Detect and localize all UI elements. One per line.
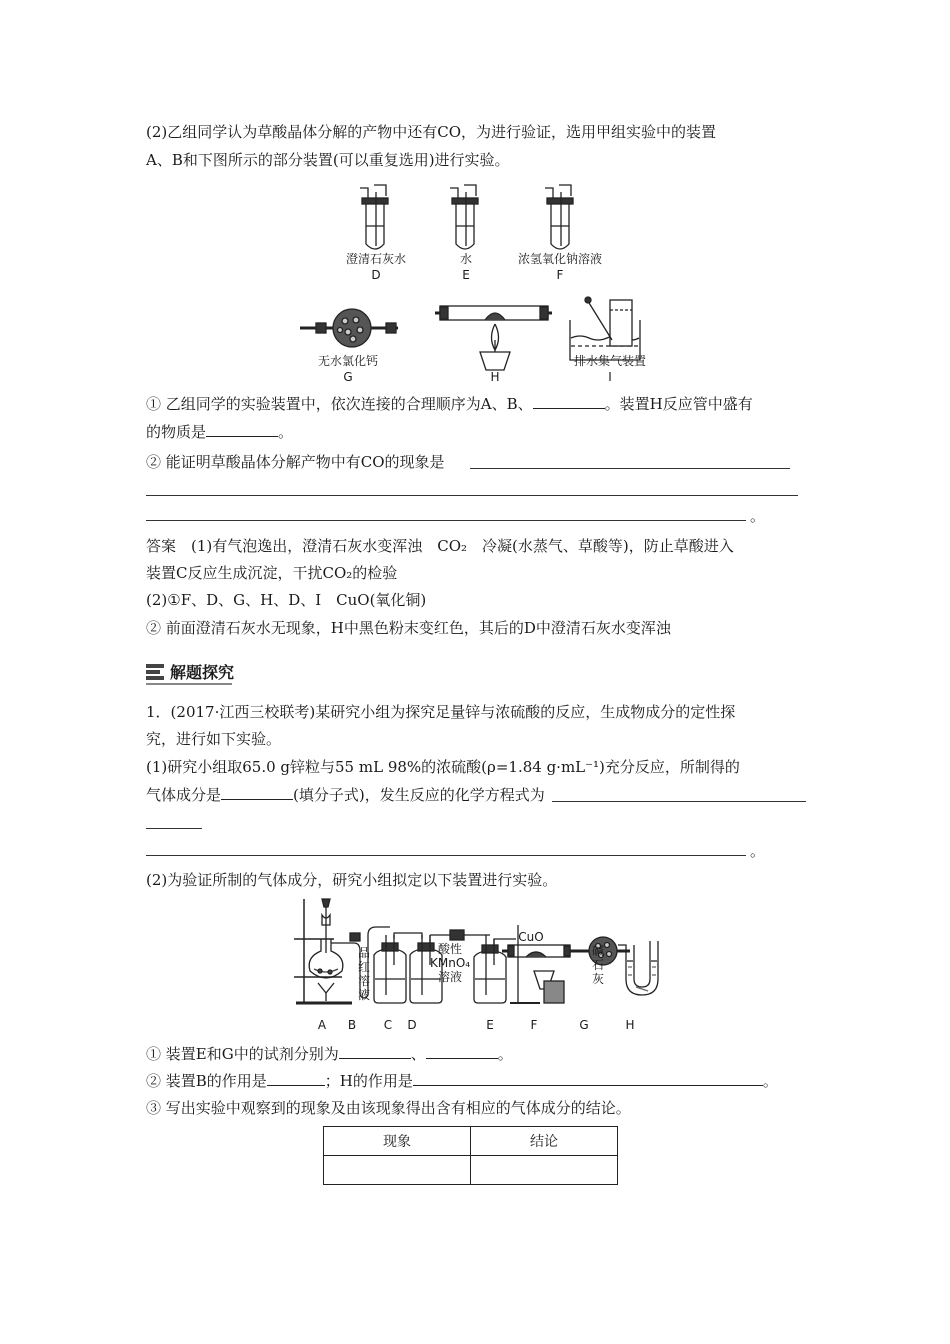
answer-line[interactable] — [552, 801, 806, 802]
q1-line2-text: 的物质是 — [146, 423, 207, 441]
q3-line2-end: 。 — [762, 1072, 778, 1090]
q1-line1 — [146, 394, 753, 414]
label-jianshihui: 碱石灰 — [591, 944, 604, 986]
label-i: 排水集气装置 — [573, 354, 646, 368]
label-d: 澄清石灰水 — [345, 252, 406, 266]
letter-a: A — [317, 1018, 327, 1032]
problem1-line1: 1．(2017·江西三校联考)某研究小组为探究足量锌与浓硫酸的反应，生成物成分的定性探 — [146, 703, 736, 721]
result-table — [323, 1126, 618, 1185]
section-underline — [146, 683, 232, 685]
answer-blank[interactable] — [426, 1044, 498, 1059]
table-header-row — [324, 1127, 618, 1156]
q3-line1-text: ① 装置E和G中的试剂分别为 — [146, 1045, 339, 1063]
flask-a-icon — [309, 899, 343, 1001]
apparatus-figure-2 — [290, 895, 680, 1010]
part2-line1: (2)乙组同学认为草酸晶体分解的产物中还有CO，为进行验证，选用甲组实验中的装置 — [146, 123, 717, 141]
letter-i: I — [608, 370, 612, 384]
section-title: 解题探究 — [170, 663, 235, 682]
table-header-conclusion: 结论 — [471, 1127, 618, 1156]
answer-line[interactable] — [470, 468, 790, 469]
answer-blank[interactable] — [533, 394, 605, 409]
label-kmno4-3: 溶液 — [437, 970, 462, 984]
label-g: 无水氯化钙 — [317, 354, 378, 368]
u-tube-h-icon — [618, 941, 658, 995]
test-tube-d-icon — [360, 185, 388, 249]
label-kmno4-1: 酸性 — [437, 942, 462, 956]
letter-g2: G — [579, 1018, 589, 1032]
letter-f2: F — [530, 1018, 538, 1032]
section-bars-icon — [146, 663, 164, 681]
letter-e2: E — [486, 1018, 494, 1032]
water-collection-i-icon — [570, 297, 640, 360]
answer-line[interactable] — [146, 855, 746, 856]
answer-line[interactable] — [146, 495, 798, 496]
answer-line3: (2)①F、D、G、H、D、I CuO(氧化铜) — [146, 591, 427, 609]
answer-blank[interactable] — [413, 1071, 763, 1086]
label-f: 浓氢氧化钠溶液 — [517, 252, 602, 266]
q3-line2-mid: ；H的作用是 — [324, 1072, 413, 1090]
answer-blank[interactable] — [267, 1071, 325, 1086]
problem1-line3: (1)研究小组取65.0 g锌粒与55 mL 98%的浓硫酸(ρ=1.84 g·mL⁻¹)充分反应，所制得的 — [146, 758, 740, 776]
bottle-c-icon — [374, 935, 406, 1003]
letter-g: G — [343, 370, 353, 384]
q2-text: ② 能证明草酸晶体分解产物中有CO的现象是 — [146, 453, 445, 471]
q1-line2 — [146, 422, 293, 442]
table-header-phenomenon: 现象 — [324, 1127, 471, 1156]
problem1-line6: (2)为验证所制的气体成分，研究小组拟定以下装置进行实验。 — [146, 871, 558, 889]
q3-line1-end: 。 — [497, 1045, 513, 1063]
problem1-line2: 究，进行如下实验。 — [146, 730, 282, 748]
label-kmno4-2: KMnO₄ — [430, 956, 471, 970]
q3-line3: ③ 写出实验中观察到的现象及由该现象得出含有相应的气体成分的结论。 — [146, 1099, 631, 1117]
q2-end: 。 — [750, 507, 766, 525]
letter-c: C — [383, 1018, 393, 1032]
reaction-tube-h-icon — [435, 306, 552, 370]
q3-line2-text: ② 装置B的作用是 — [146, 1072, 267, 1090]
label-e: 水 — [459, 252, 472, 266]
answer-line[interactable] — [146, 828, 202, 829]
letter-d2: D — [407, 1018, 417, 1032]
q1-line2-suffix: 。 — [278, 423, 294, 441]
section-header — [146, 660, 234, 683]
iron-stand-icon — [294, 899, 352, 1003]
answer-line[interactable] — [146, 520, 746, 521]
problem1-line4-suffix: (填分子式)，发生反应的化学方程式为 — [293, 786, 545, 804]
letter-h2: H — [625, 1018, 635, 1032]
q3-line1 — [146, 1044, 513, 1064]
q1-line1-suffix: 。装置H反应管中盛有 — [604, 395, 753, 413]
label-cuo: CuO — [518, 930, 544, 944]
table-cell-conclusion[interactable] — [471, 1156, 618, 1185]
letter-e: E — [462, 268, 470, 282]
problem1-line4-text: 气体成分是 — [146, 786, 222, 804]
table-row — [324, 1156, 618, 1185]
test-tube-f-icon — [545, 185, 573, 249]
letter-d: D — [371, 268, 381, 282]
label-pinhong: 品红溶液 — [357, 946, 370, 1002]
problem1-line4 — [146, 785, 545, 805]
q1-line1-text: ① 乙组同学的实验装置中，依次连接的合理顺序为A、B、 — [146, 395, 533, 413]
answer-line1: 答案 (1)有气泡逸出，澄清石灰水变浑浊 CO₂ 冷凝(水蒸气、草酸等)，防止草酸进入 — [146, 537, 734, 555]
answer-line2: 装置C反应生成沉淀，干扰CO₂的检验 — [146, 564, 398, 582]
problem1-end: 。 — [750, 842, 766, 860]
drying-tube-g-icon — [300, 309, 398, 347]
letter-h: H — [490, 370, 500, 384]
answer-blank[interactable] — [221, 785, 293, 800]
q3-line2 — [146, 1071, 778, 1091]
part2-line2: A、B和下图所示的部分装置(可以重复选用)进行实验。 — [146, 151, 510, 169]
answer-blank[interactable] — [206, 422, 278, 437]
letter-b: B — [347, 1018, 357, 1032]
answer-line4: ② 前面澄清石灰水无现象，H中黑色粉末变红色，其后的D中澄清石灰水变浑浊 — [146, 619, 671, 637]
table-cell-phenomenon[interactable] — [324, 1156, 471, 1185]
letter-f: F — [556, 268, 564, 282]
test-tube-e-icon — [450, 185, 478, 249]
answer-blank[interactable] — [339, 1044, 411, 1059]
q3-line1-sep: 、 — [410, 1045, 426, 1063]
